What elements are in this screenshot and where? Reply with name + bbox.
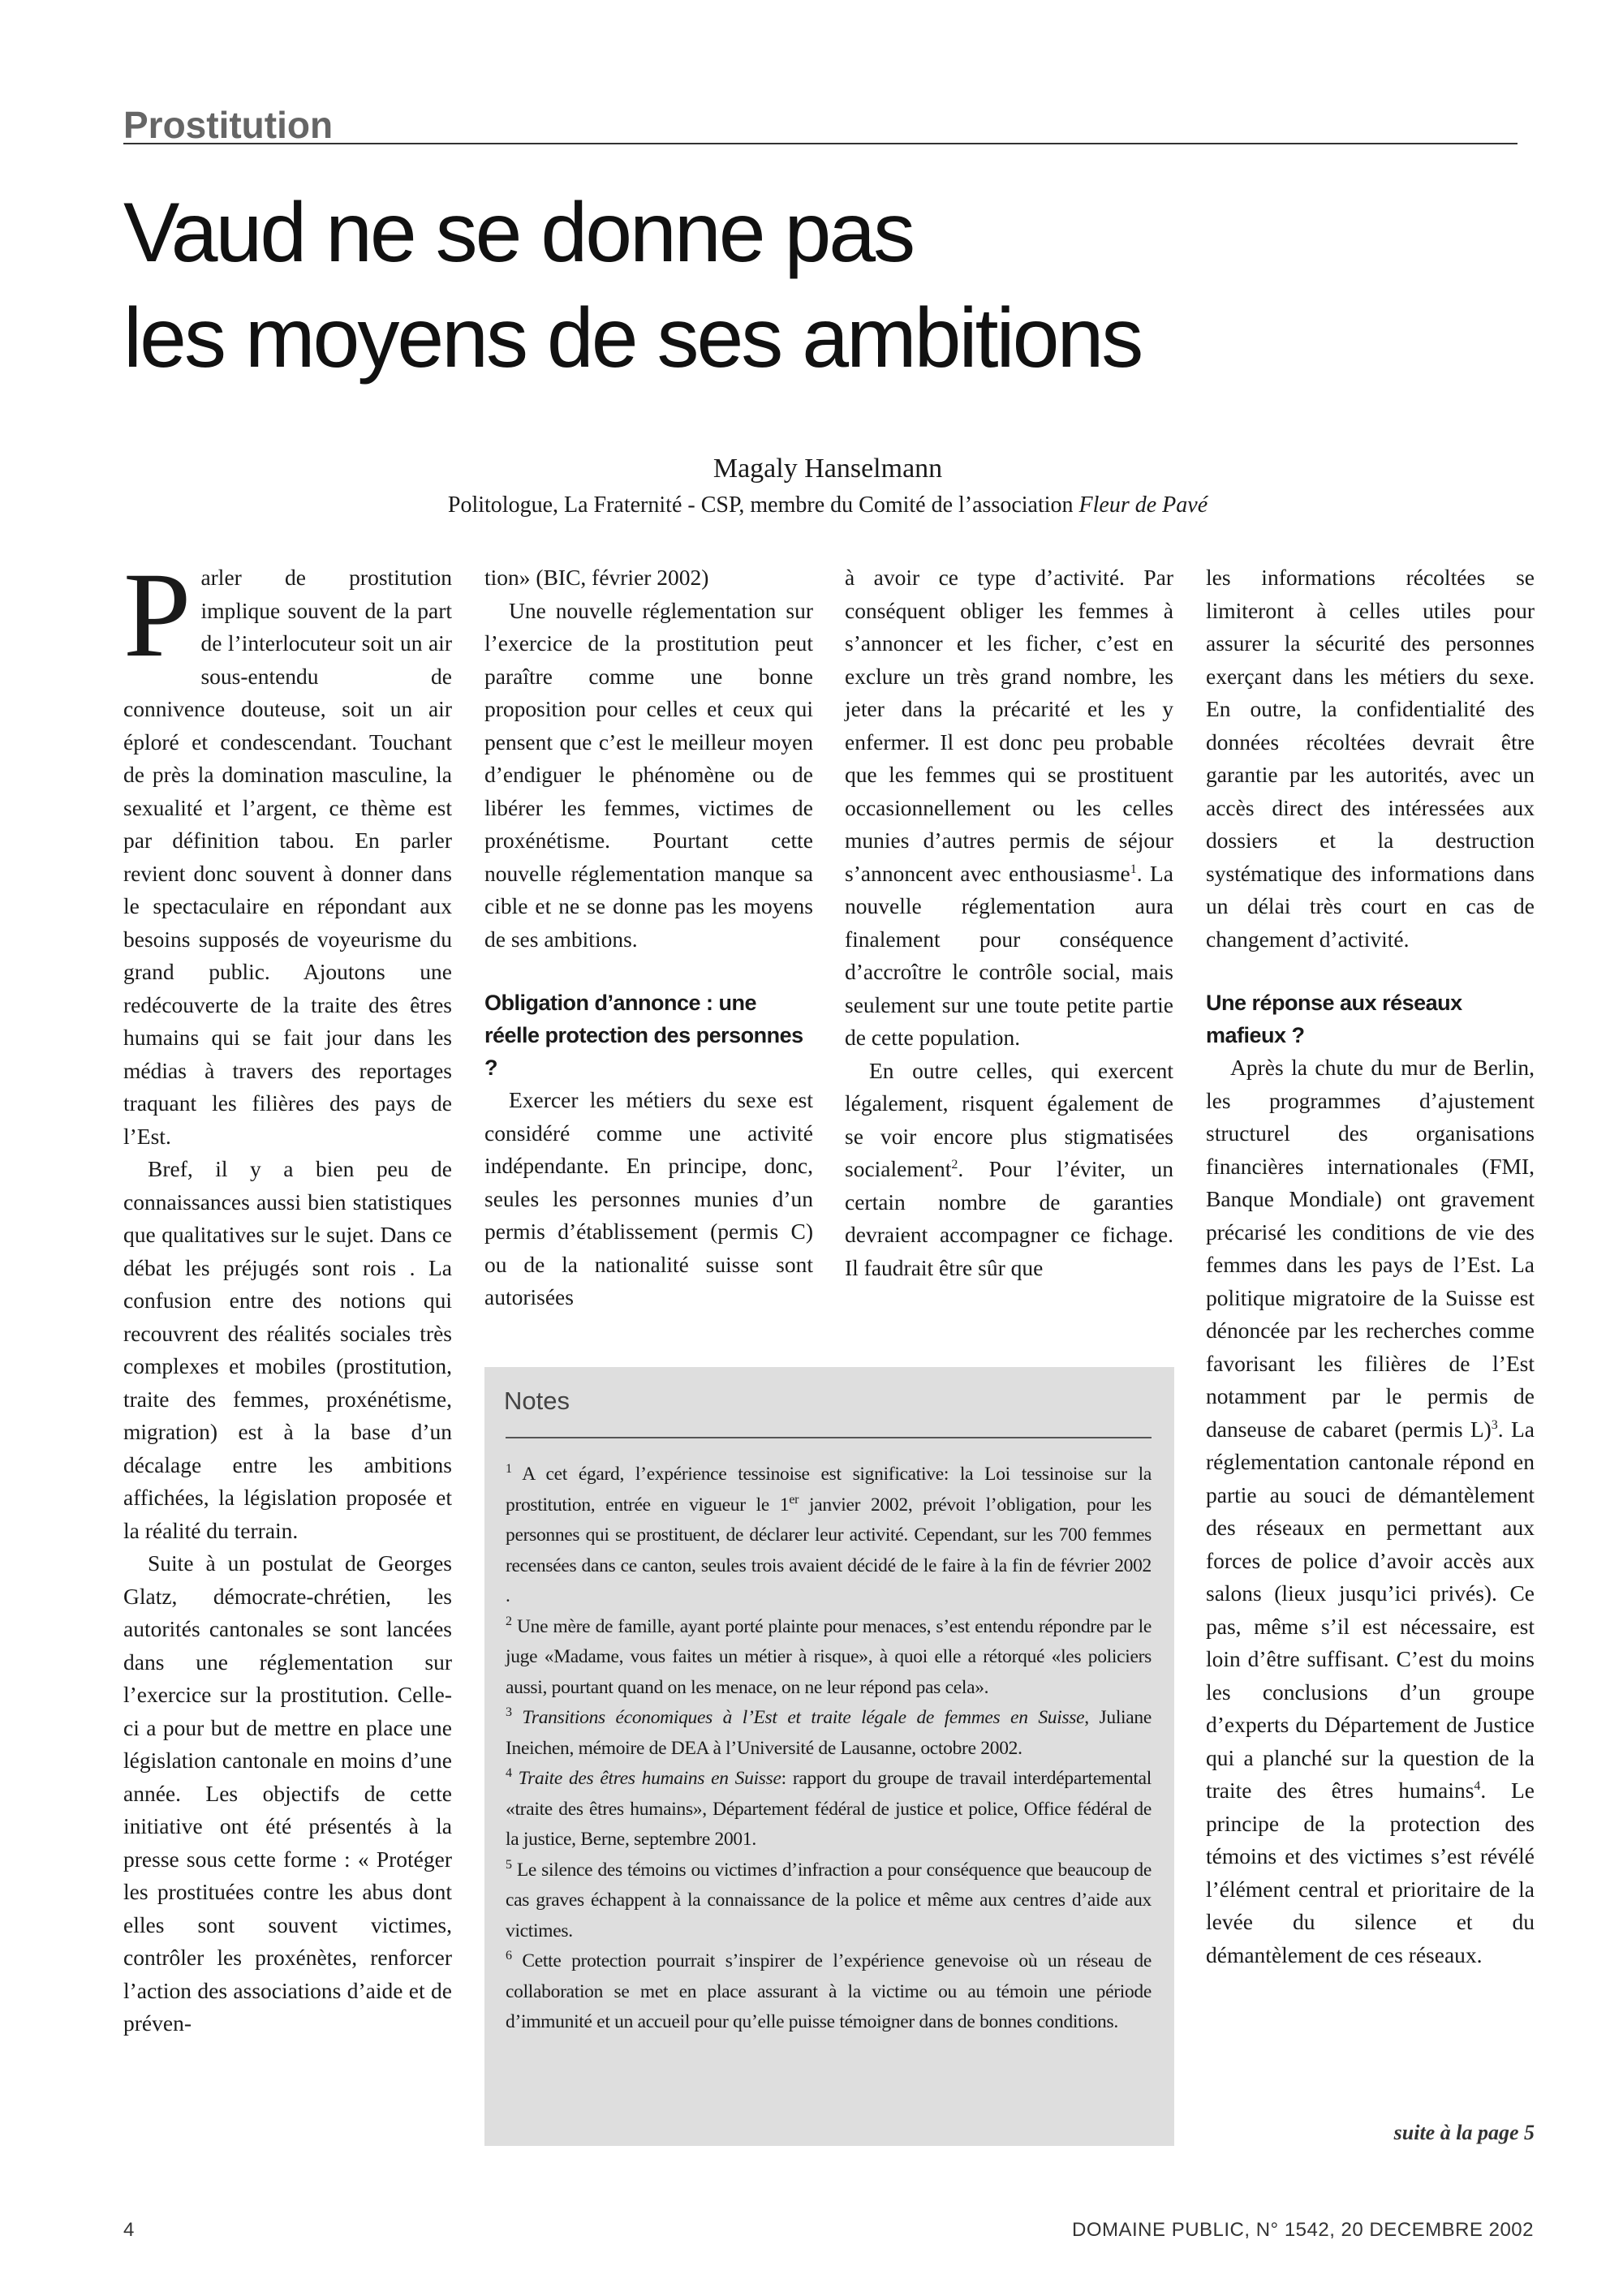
page-number: 4: [123, 2219, 135, 2241]
association-name: Fleur de Pavé: [1078, 492, 1208, 518]
footnote-text: janvier 2002, prévoit l’obligation, pour les personnes qui se prostituent, de déclarer leur activité. Cependant, sur les 700 femmes recensées dans ce canton, seules trois avaient décidé de le faire à la fin de février 2002 .: [506, 1494, 1152, 1606]
paragraph-text: . La réglementation cantonale répond en partie au souci de démantèlement des réseaux en permettant aux forces de police d’avoir accès aux salons (lieux jusqu’ici privés). Ce pas, même s’il est nécessaire, est loin d’être suffisant. C’est du moins les conclusions d’un groupe d’experts du Département de Justice qui a planché sur la question de la traite des êtres humains: [1206, 1416, 1535, 1803]
footnote-text: A cet égard, l’expérience tessinoise est significative: la Loi tessinoise sur la prostitution, entrée en vigueur le 1: [506, 1464, 1152, 1516]
footnote-text: Le silence des témoins ou victimes d’infraction a pour conséquence que beaucoup de cas graves échappent à la connaissance de la police et même aux centres d’aide aux victimes.: [506, 1859, 1152, 1941]
footnote-number: 5: [506, 1857, 512, 1872]
footnote-2: [497, 1612, 1161, 1704]
footnote-text: Une mère de famille, ayant porté plainte pour menaces, s’est entendu répondre par le juge «Madame, vous faites un métier à risque», à quoi elle a rétorqué «les policiers aussi, pourtant quand on les menace, on ne leur répond pas cela».: [506, 1615, 1152, 1698]
affiliation-text: Politologue, La Fraternité - CSP, membre du Comité de l’association: [447, 492, 1079, 518]
article-column-3: [845, 561, 1173, 1284]
paragraph: [845, 561, 1173, 1055]
footnote-6: [497, 1946, 1161, 2038]
footnote-number: 2: [506, 1614, 512, 1628]
headline-line-2: les moyens de ses ambitions: [123, 291, 1142, 385]
notes-title: Notes: [504, 1387, 570, 1415]
continued-link[interactable]: suite à la page 5: [1393, 2121, 1535, 2144]
footnote-ref: 4: [1474, 1778, 1481, 1793]
paragraph: Une nouvelle réglementation sur l’exercice de la prostitution peut paraître comme une bonne proposition pour celles et ceux qui pensent que c’est le meilleur moyen d’endiguer le phénomène ou de libérer les femmes, victimes de proxénétisme. Pourtant cette nouvelle réglementation manque sa cible et ne se donne pas les moyens de ses ambitions.: [484, 597, 813, 952]
ordinal-suffix: er: [789, 1492, 799, 1507]
paragraph: tion» (BIC, février 2002): [484, 565, 709, 590]
paragraph-text: à avoir ce type d’activité. Par conséquent obliger les femmes à s’annoncer et les ficher, c’est en exclure un très grand nombre, les jeter dans la précarité et les y enfermer. Il est donc peu probable que les femmes qui se prostituent occasionnellement ou les celles munies d’autres permis de séjour s’annoncent avec enthousiasme: [845, 565, 1173, 886]
paragraph: Suite à un postulat de Georges Glatz, démocrate-chrétien, les autorités cantonales se sont lancées dans une réglementation sur l’exercice sur la prostitution. Celle-ci a pour but de mettre en place une législation cantonale en moins d’une année. Les objectifs de cette initiative ont été présentés à la presse sous cette forme : « Protéger les prostituées contre les abus dont elles sont souvent victimes, contrôler les proxénètes, renforcer l’action des associations d’aide et de préven-: [123, 1550, 452, 2036]
footnote-number: 6: [506, 1949, 512, 1963]
author-affiliation: [0, 492, 1623, 519]
footnote-4: [497, 1764, 1161, 1855]
rubric-label: Prostitution: [123, 104, 334, 146]
footnote-3: [497, 1703, 1161, 1764]
article-column-4: [1206, 561, 1535, 1971]
footnote-number: 3: [506, 1705, 512, 1720]
footnote-text: : rapport du groupe de travail interdépartemental «traite des êtres humains», Département fédéral de justice et police, Office fédéral de la justice, Berne, septembre 2001.: [506, 1768, 1152, 1850]
paragraph: [1206, 1051, 1535, 1971]
subheading: Une réponse aux réseaux mafieux ?: [1206, 991, 1462, 1047]
author-name: Magaly Hanselmann: [712, 454, 943, 484]
lead-paragraph: [123, 548, 452, 1153]
paragraph: Bref, il y a bien peu de connaissances aussi bien statistiques que qualitatives sur le sujet. Dans ce débat les préjugés sont rois . La confusion entre des notions qui recouvrent des réalités sociales très complexes et mobiles (prostitution, traite des femmes, proxénétisme, migration) est à la base d’un décalage entre les ambitions affichées, la législation proposée et la réalité du terrain.: [123, 1156, 452, 1543]
paragraph-text: Après la chute du mur de Berlin, les programmes d’ajustement structurel des organisations financières internationales (FMI, Banque Mondiale) ont gravement précarisé les conditions de vie des femmes dans les pays de l’Est. La politique migratoire de la Suisse est dénoncée par les recherches comme favorisant les filières de l’Est notamment par le permis de danseuse de cabaret (permis L): [1206, 1055, 1535, 1442]
footnote-1: [497, 1460, 1161, 1612]
footnote-text: Cette protection pourrait s’inspirer de l’expérience genevoise où un réseau de collaboration se met en place assurant à la victime ou au témoin une période d’immunité et un accueil pour qu’elle puisse témoigner dans de bonnes conditions.: [506, 1950, 1152, 2032]
paragraph-text: . Le principe de la protection des témoins et des victimes s’est révélé l’élément central et prioritaire de la levée du silence et du démantèlement de ces réseaux.: [1206, 1778, 1535, 1967]
paragraph-text: . La nouvelle réglementation aura finalement pour conséquence d’accroître le contrôle social, mais seulement sur une toute petite partie de cette population.: [845, 860, 1173, 1050]
subheading: Obligation d’annonce : une réelle protection des personnes ?: [484, 991, 803, 1080]
drop-cap: P: [123, 548, 192, 682]
article-headline: [123, 180, 1518, 391]
footnote-ref: 3: [1491, 1417, 1498, 1432]
footnote-text: , Juliane Ineichen, mémoire de DEA à l’Université de Lausanne, octobre 2002.: [506, 1707, 1152, 1759]
footnote-ref: 2: [951, 1157, 958, 1172]
paragraph: Exercer les métiers du sexe est considéré comme une activité indépendante. En principe, donc, seules les personnes munies d’un permis d’établissement (permis C) ou de la nationalité suisse sont autorisées: [484, 1087, 813, 1309]
article-column-2: [484, 561, 813, 1314]
notes-divider: [506, 1437, 1152, 1438]
paragraph: [845, 1055, 1173, 1285]
footnote-number: 1: [506, 1462, 512, 1477]
footnote-number: 4: [506, 1766, 512, 1781]
section-rubric: [123, 104, 1518, 144]
publication-footer: DOMAINE PUBLIC, N° 1542, 20 DECEMBRE 2002: [1072, 2219, 1534, 2241]
footnote-5: [497, 1855, 1161, 1947]
footnote-title: Traite des êtres humains en Suisse: [511, 1768, 781, 1789]
article-column-1: [123, 548, 452, 2040]
footnote-ref: 1: [1130, 862, 1137, 876]
paragraph-text: . Pour l’éviter, un certain nombre de garanties devraient accompagner ce fichage. Il faudrait être sûr que: [845, 1156, 1173, 1280]
notes-box: [484, 1367, 1174, 2146]
lead-text: arler de prostitution implique souvent de la part de l’interlocuteur soit un air sous-entendu de connivence douteuse, soit un air éploré et condescendant. Touchant de près la domination masculine, la sexualité et l’argent, ce thème est par définition tabou. En parler revient donc souvent à donner dans le spectaculaire en répondant aux besoins supposés de voyeurisme du grand public. Ajoutons une redécouverte de la traite des êtres humains qui se fait jour dans les médias à travers des reportages traquant les filières des pays de l’Est.: [123, 565, 452, 1149]
footnote-title: Transitions économiques à l’Est et traite légale de femmes en Suisse: [511, 1707, 1085, 1728]
headline-line-1: Vaud ne se donne pas: [123, 186, 914, 280]
paragraph: les informations récoltées se limiteront à celles utiles pour assurer la sécurité des personnes exerçant dans les métiers du sexe. En outre, la confidentialité des données récoltées devrait être garantie par les autorités, avec un accès direct des intéressées aux dossiers et la destruction systématique des informations dans un délai très court en cas de changement d’activité.: [1206, 565, 1535, 952]
paragraph-text: En outre celles, qui exercent légalement, risquent également de se voir encore plus stigmatisées socialement: [845, 1057, 1173, 1181]
